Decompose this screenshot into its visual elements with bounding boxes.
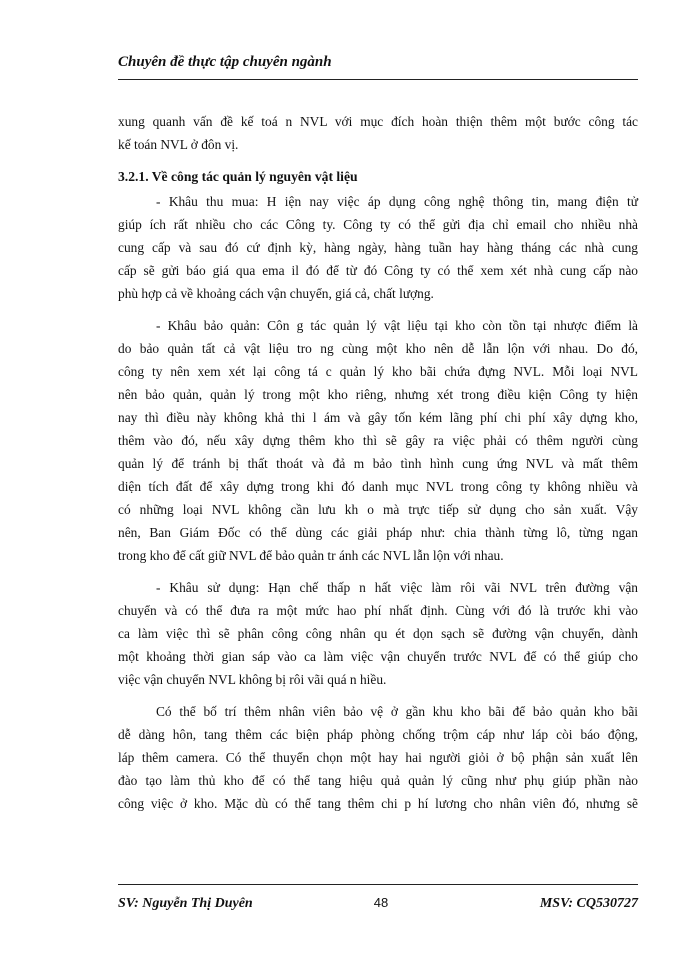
text-line: nay thì điều này không khả thi l ám và gây tốn kém lãng phí chi phí xây dựng kho, xyxy=(118,410,638,425)
paragraph-storage xyxy=(118,314,638,567)
text-line: láp thêm camera. Có thể thuyển chọn một hay hai người giỏi ở bộ phận sản xuất lên xyxy=(118,750,638,765)
footer-student-name: SV: Nguyễn Thị Duyên xyxy=(118,896,253,911)
text-line: cung cấp và sau đó cứ định kỳ, hàng ngày, hàng tuần hay hàng tháng các nhà cung xyxy=(118,240,638,255)
text-line: - Khâu bảo quản: Côn g tác quản lý vật liệu tại kho còn tồn tại nhược điểm là xyxy=(156,318,638,333)
text-line: - Khâu thu mua: H iện nay việc áp dụng công nghệ thông tin, mang điện tử xyxy=(156,194,638,209)
page-header-title: Chuyên đề thực tập chuyên ngành xyxy=(118,54,332,70)
text-line: công ty nên xem xét lại công tá c quản lý kho bãi chứa đựng NVL. Mỗi loại NVL xyxy=(118,364,638,379)
text-line: trong kho để cất giữ NVL để bảo quản tr ánh các NVL lẫn lộn với nhau. xyxy=(118,548,504,563)
text-line: công việc ở kho. Mặc dù có thể tang thêm chi p hí lương cho nhân viên đó, nhưng sẽ xyxy=(118,796,638,811)
text-line: thêm vào đó, nếu xây dựng thêm kho thì sẽ gây ra việc phải có thêm người cùng xyxy=(118,433,638,448)
text-line: kế toán NVL ở đôn vị. xyxy=(118,137,239,152)
text-line: cấp sẽ gửi báo giá qua ema il đó để từ đó Công ty có thể xem xét nhà cung cấp nào xyxy=(118,263,638,278)
text-line: do bảo quản tất cả vật liệu tro ng cùng một kho nên dễ lẫn lộn với nhau. Do đó, xyxy=(118,341,638,356)
text-line: có những loại NVL không cần lưu kh o mà trực tiếp sử dụng cho sản xuất. Vậy xyxy=(118,502,638,517)
paragraph-usage xyxy=(118,576,638,691)
text-line: nên bảo quản, quản lý trong một kho riêng, nhưng xét trong điều kiện Công ty hiện xyxy=(118,387,638,402)
footer-divider xyxy=(118,884,638,885)
text-line: ca làm việc thì sẽ phân công công nhân qu ét dọn sạch sẽ đường vận chuyển, dành xyxy=(118,626,638,641)
paragraph-intro xyxy=(118,110,638,156)
text-line: chuyển và có thể đưa ra một mức hao phí nhất định. Cùng với đó là trước khi vào xyxy=(118,603,638,618)
paragraph-purchasing xyxy=(118,190,638,305)
text-line: dễ dàng hôn, tang thêm các biện pháp phòng chống trộm cáp như láp còi báo động, xyxy=(118,727,638,742)
text-line: việc vận chuyển NVL không bị rôi vãi quá n hiều. xyxy=(118,672,387,687)
text-line: xung quanh vấn đề kế toá n NVL với mục đích hoàn thiện thêm một bước công tác xyxy=(118,114,638,129)
text-line: phù hợp cả về khoảng cách vận chuyển, giá cả, chất lượng. xyxy=(118,286,434,301)
footer-student-id: MSV: CQ530727 xyxy=(539,896,638,911)
page-number: 48 xyxy=(373,895,389,910)
text-line: - Khâu sử dụng: Hạn chế thấp n hất việc làm rôi vãi NVL trên đường vận xyxy=(156,580,638,595)
section-heading-wrap xyxy=(118,165,638,188)
text-line: đào tạo làm thủ kho để có thể tang hiệu quả quản lý cũng như phụ giúp phần nào xyxy=(118,773,638,788)
text-line: quản lý để tránh bị thất thoát và đả m bảo tình hình cung ứng NVL và mất thêm xyxy=(118,456,638,471)
text-line: Có thể bố trí thêm nhân viên bảo vệ ở gần khu kho bãi để bảo quản kho bãi xyxy=(156,704,638,719)
header-divider xyxy=(118,79,638,80)
text-line: diện tích đất để xây dựng trong khi đó danh mục NVL trong công ty không nhiều và xyxy=(118,479,638,494)
text-line: giúp ích rất nhiều cho các Công ty. Công ty có thể gửi địa chỉ email cho nhiều nhà xyxy=(118,217,638,232)
text-line: nên, Ban Giám Đốc có thể dùng các giải pháp như: chia thành từng lô, từng ngan xyxy=(118,525,638,540)
text-line: một khoảng thời gian sáp vào ca làm việc vận chuyển trước NVL để có thể giúp cho xyxy=(118,649,638,664)
document-body xyxy=(118,110,638,824)
paragraph-security xyxy=(118,700,638,815)
section-heading: 3.2.1. Về công tác quản lý nguyên vật liệu xyxy=(118,169,358,184)
